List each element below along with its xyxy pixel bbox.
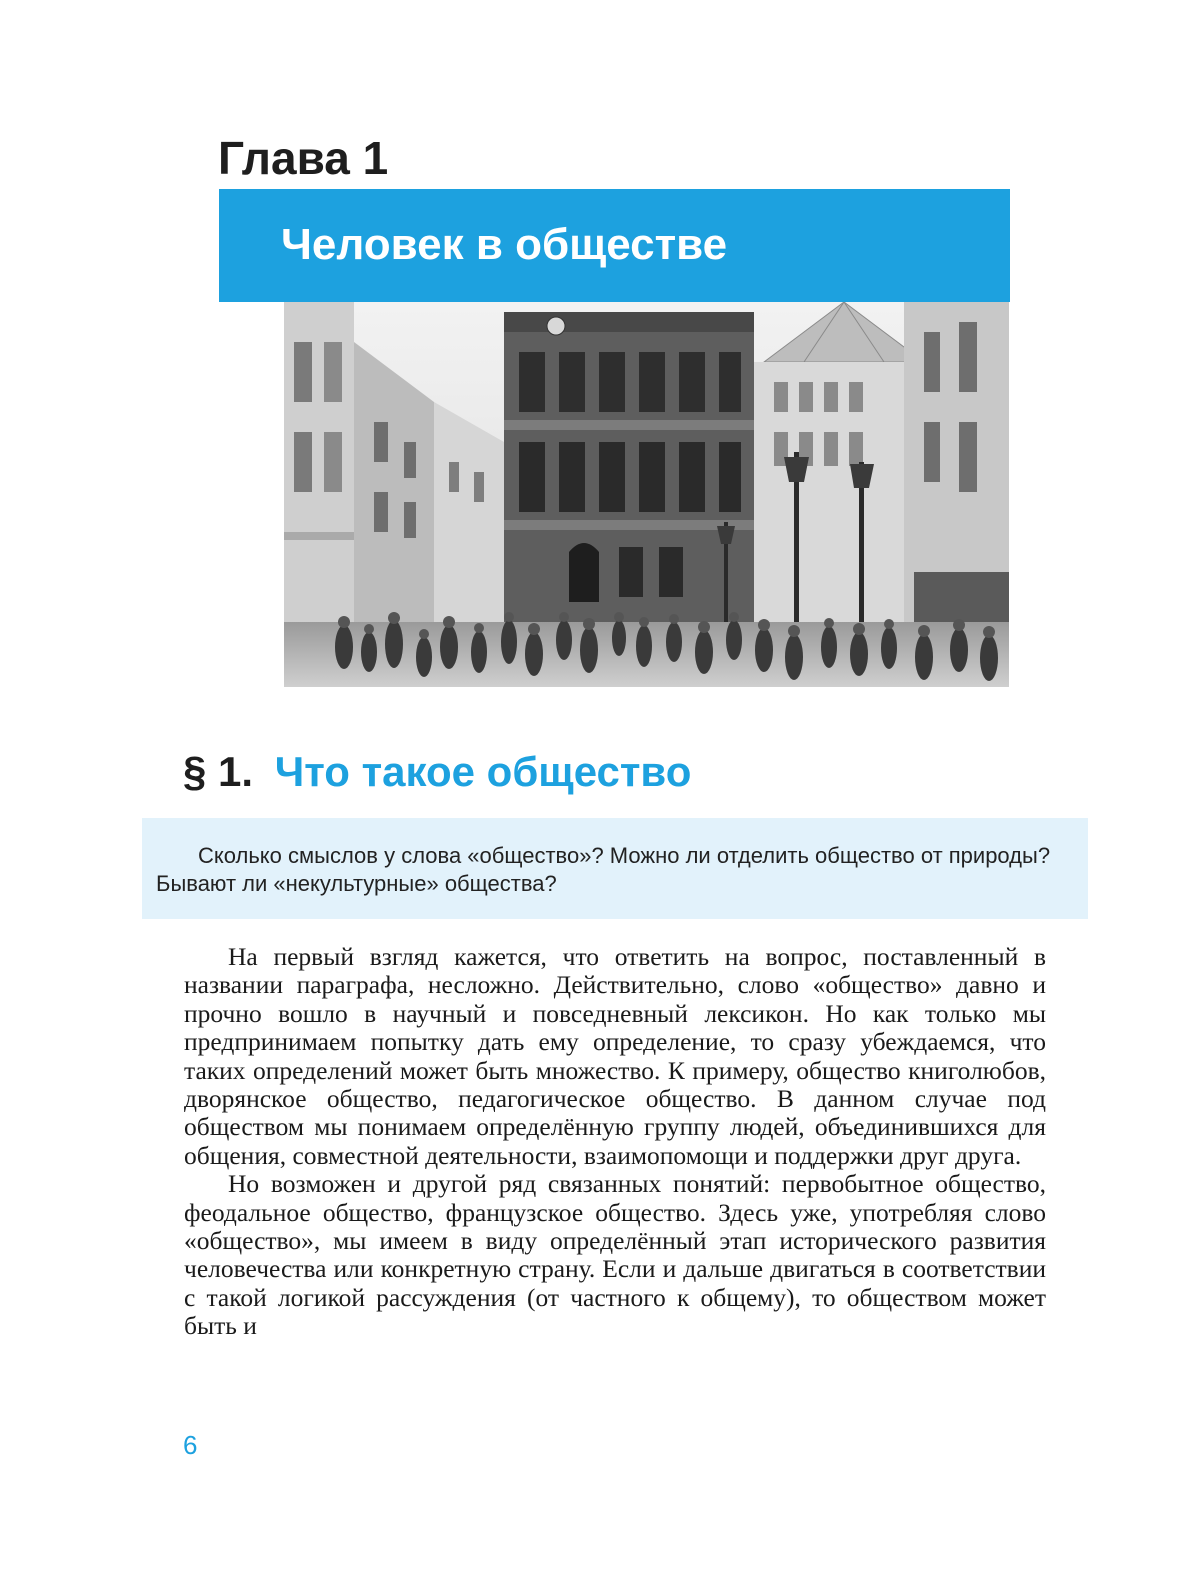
chapter-label: Глава 1 — [218, 132, 389, 184]
body-text — [184, 943, 1046, 1341]
section-heading — [183, 744, 691, 800]
section-title: Что такое общество — [274, 748, 692, 795]
body-paragraph: На первый взгляд кажется, что ответить на вопрос, поставленный в названии параграфа, несложно. Действительно, слово «общество» давно и прочно вошло в научный и повседневный лексикон. Но как только мы предпринимаем попытку дать ему определение, то сразу убеждаемся, что таких определений может быть множество. К примеру, общество книголюбов, дворянское общество, педагогическое общество. В данном случае под обществом мы понимаем определённую группу людей, объединившихся для общения, совместной деятельности, взаимопомощи и поддержки друг друга. — [184, 942, 1046, 1170]
question-text: Сколько смыслов у слова «общество»? Можно ли отделить общество от природы? Бывают ли «некультурные» общества? — [156, 843, 1051, 896]
question-box — [142, 818, 1088, 919]
chapter-banner — [219, 189, 1010, 302]
chapter-title: Человек в обществе — [281, 220, 728, 269]
page-number: 6 — [183, 1430, 198, 1460]
section-number: § 1. — [183, 748, 254, 795]
street-photo — [284, 302, 1009, 687]
body-paragraph: Но возможен и другой ряд связанных понятий: первобытное общество, феодальное общество, французское общество. Здесь уже, употребляя слово «общество», мы имеем в виду определённый этап исторического развития человечества или конкретную страну. Если и дальше двигаться в соответствии с такой логикой рассуждения (от частного к общему), то обществом может быть и — [184, 1169, 1046, 1341]
